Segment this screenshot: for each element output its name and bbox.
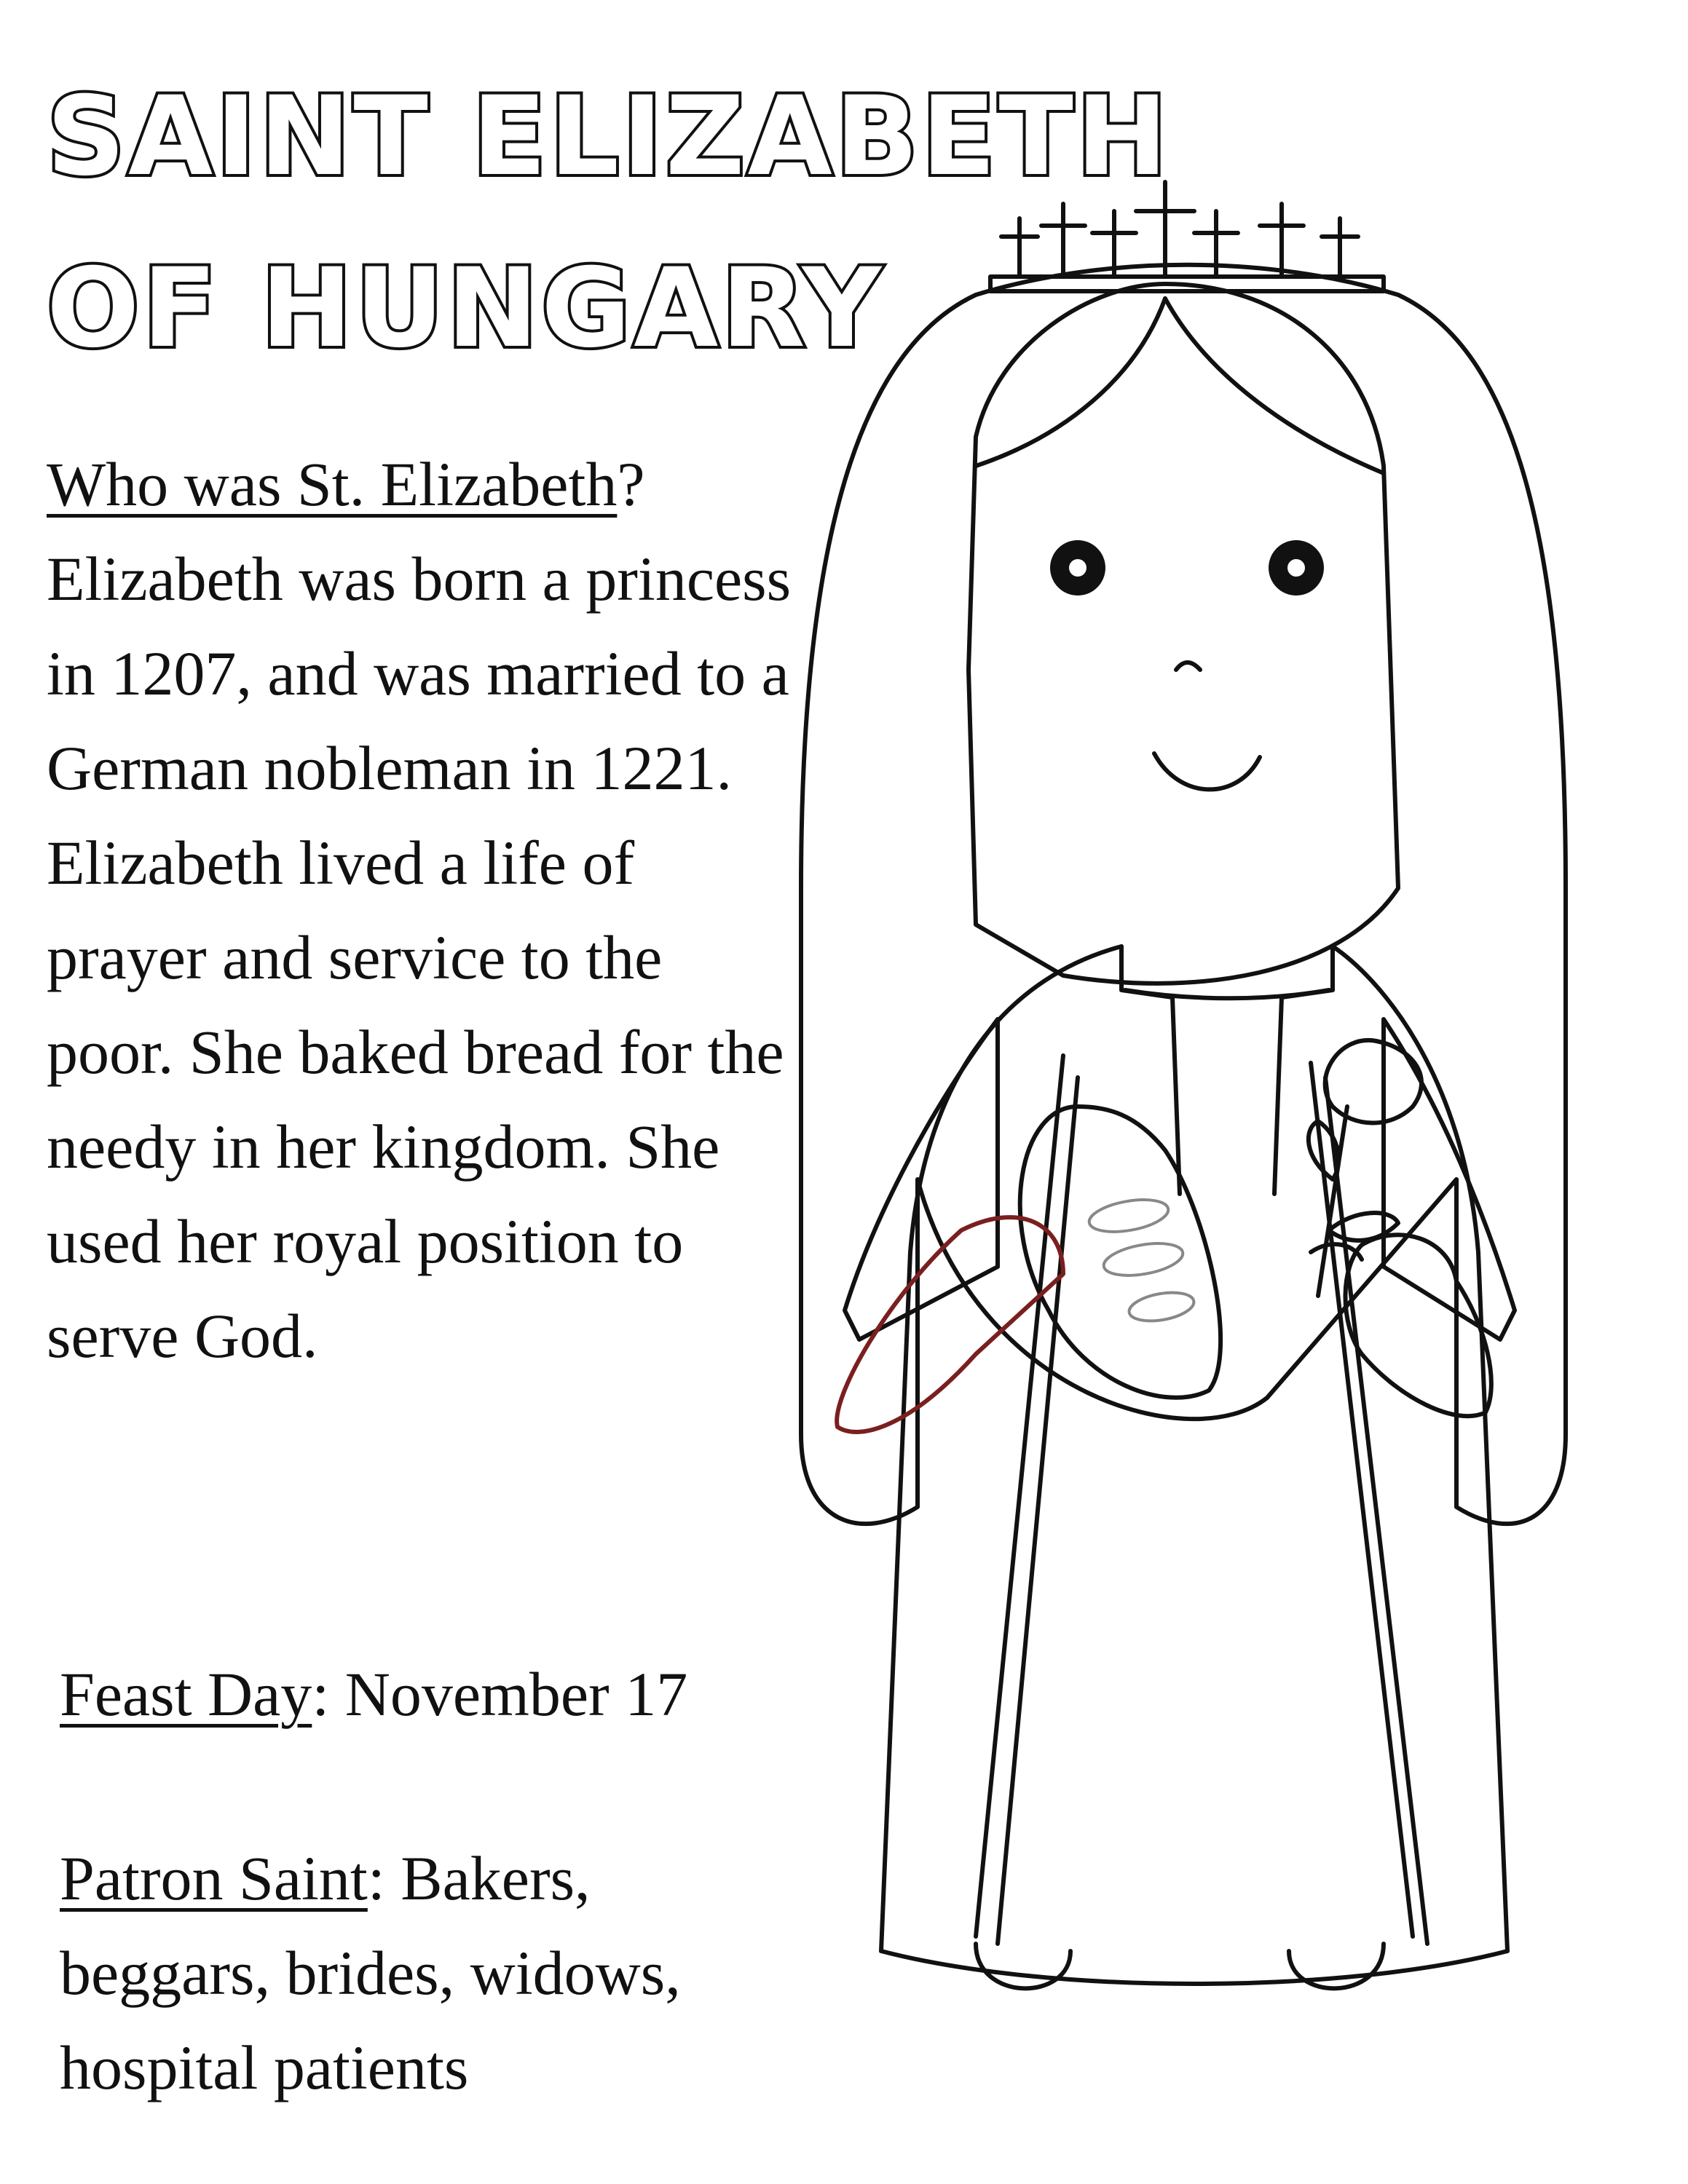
sleeve-right <box>1384 1019 1515 1340</box>
saint-illustration <box>757 160 1617 2053</box>
hand-right <box>1346 1235 1491 1416</box>
patron-saint <box>60 1831 802 2115</box>
veil-outline <box>801 265 1566 1524</box>
bio-question-mark: ? <box>617 449 645 519</box>
smile <box>1154 753 1260 789</box>
face-outline <box>969 284 1398 984</box>
patron-saint-value: Bakers, beggars, brides, widows, hospital patients <box>60 1843 681 2102</box>
foot-right <box>1289 1944 1384 1988</box>
rose-icon <box>1309 1040 1421 1296</box>
feast-day-separator: : <box>312 1659 330 1729</box>
bio-question <box>47 437 804 531</box>
title-line-2: OF HUNGARY <box>47 245 885 372</box>
feast-day-value: November 17 <box>329 1659 688 1729</box>
bio-section <box>47 437 804 1383</box>
feast-day-label: Feast Day <box>60 1659 312 1729</box>
nose <box>1176 662 1200 670</box>
foot-left <box>976 1944 1070 1988</box>
bio-text: Elizabeth was born a princess in 1207, and was married to a German nobleman in 1221. Elizabeth lived a life of prayer and service to the poor. She baked bread for the needy in her kingdom. She used her royal position to serve God. <box>47 544 792 1371</box>
patron-saint-label: Patron Saint <box>60 1843 368 1913</box>
title-line-1: SAINT ELIZABETH <box>47 74 1171 200</box>
patron-saint-separator: : <box>367 1843 385 1913</box>
feast-day <box>60 1647 687 1741</box>
eye-left-icon <box>1050 540 1105 596</box>
bio-question-text: Who was St. Elizabeth <box>47 449 618 519</box>
eye-right-icon <box>1269 540 1324 596</box>
